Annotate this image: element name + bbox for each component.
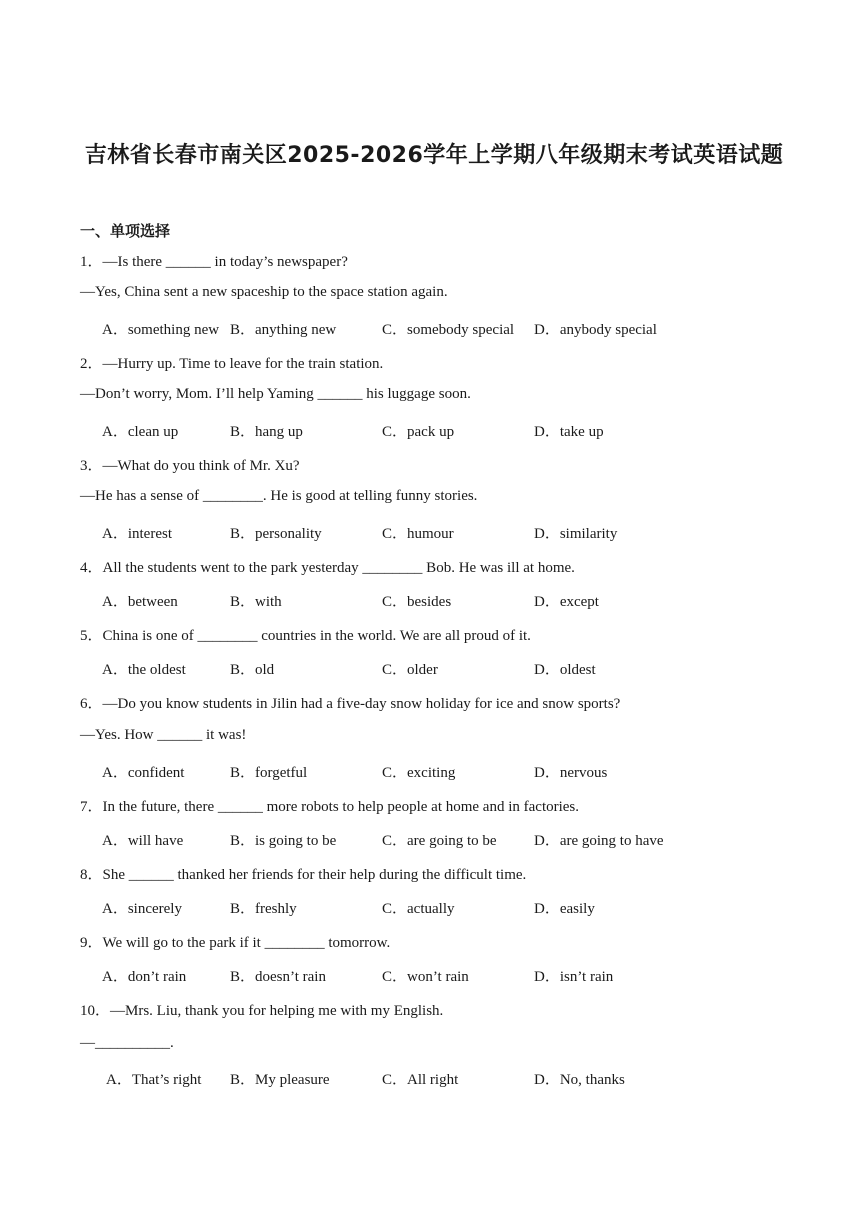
option-d[interactable]: D．No, thanks bbox=[534, 1072, 625, 1088]
option-c[interactable]: C．somebody special bbox=[382, 322, 515, 338]
option-c[interactable]: C．older bbox=[382, 662, 438, 678]
question-7-text: 7．In the future, there ______ more robots to help people at home and in factories. bbox=[80, 799, 580, 815]
question-5-text: 5．China is one of ________ countries in the world. We are all proud of it. bbox=[80, 628, 531, 644]
option-c[interactable]: C．are going to be bbox=[382, 833, 497, 849]
question-6-reply: —Yes. How ______ it was! bbox=[80, 727, 247, 743]
section-heading: 一、单项选择 bbox=[80, 222, 171, 240]
option-b[interactable]: B．doesn’t rain bbox=[230, 969, 326, 985]
option-b[interactable]: B．is going to be bbox=[230, 833, 337, 849]
option-b[interactable]: B．freshly bbox=[230, 901, 297, 917]
question-2-text: 2．—Hurry up. Time to leave for the train station. bbox=[80, 356, 384, 372]
option-a[interactable]: A．interest bbox=[102, 526, 172, 542]
question-10-text: 10．—Mrs. Liu, thank you for helping me with my English. bbox=[80, 1003, 444, 1019]
option-b[interactable]: B．anything new bbox=[230, 322, 337, 338]
option-a[interactable]: A．That’s right bbox=[106, 1072, 202, 1088]
option-a[interactable]: A．will have bbox=[102, 833, 184, 849]
option-d[interactable]: D．isn’t rain bbox=[534, 969, 614, 985]
question-1-reply: —Yes, China sent a new spaceship to the space station again. bbox=[80, 284, 448, 300]
option-b[interactable]: B．hang up bbox=[230, 424, 303, 440]
option-c[interactable]: C．pack up bbox=[382, 424, 455, 440]
option-a[interactable]: A．confident bbox=[102, 765, 185, 781]
question-8-text: 8．She ______ thanked her friends for their help during the difficult time. bbox=[80, 867, 527, 883]
option-b[interactable]: B．personality bbox=[230, 526, 322, 542]
option-a[interactable]: A．sincerely bbox=[102, 901, 182, 917]
question-10-reply: —__________. bbox=[80, 1035, 174, 1051]
question-3-text: 3．—What do you think of Mr. Xu? bbox=[80, 458, 300, 474]
question-1-text: 1．—Is there ______ in today’s newspaper? bbox=[80, 254, 348, 270]
question-4-text: 4．All the students went to the park yesterday ________ Bob. He was ill at home. bbox=[80, 560, 575, 576]
page-title: 吉林省长春市南关区2025-2026学年上学期八年级期末考试英语试题 bbox=[84, 143, 784, 168]
option-d[interactable]: D．except bbox=[534, 594, 599, 610]
question-6-text: 6．—Do you know students in Jilin had a five-day snow holiday for ice and snow sports? bbox=[80, 696, 621, 712]
question-3-reply: —He has a sense of ________. He is good at telling funny stories. bbox=[80, 488, 478, 504]
option-a[interactable]: A．the oldest bbox=[102, 662, 186, 678]
option-d[interactable]: D．oldest bbox=[534, 662, 596, 678]
option-d[interactable]: D．nervous bbox=[534, 765, 608, 781]
option-a[interactable]: A．clean up bbox=[102, 424, 179, 440]
option-a[interactable]: A．something new bbox=[102, 322, 220, 338]
option-b[interactable]: B．My pleasure bbox=[230, 1072, 330, 1088]
option-d[interactable]: D．are going to have bbox=[534, 833, 664, 849]
option-b[interactable]: B．with bbox=[230, 594, 282, 610]
option-b[interactable]: B．old bbox=[230, 662, 275, 678]
option-c[interactable]: C．won’t rain bbox=[382, 969, 469, 985]
option-c[interactable]: C．humour bbox=[382, 526, 454, 542]
option-a[interactable]: A．don’t rain bbox=[102, 969, 187, 985]
option-b[interactable]: B．forgetful bbox=[230, 765, 308, 781]
option-d[interactable]: D．similarity bbox=[534, 526, 618, 542]
option-d[interactable]: D．anybody special bbox=[534, 322, 657, 338]
option-c[interactable]: C．besides bbox=[382, 594, 452, 610]
option-d[interactable]: D．easily bbox=[534, 901, 595, 917]
question-2-reply: —Don’t worry, Mom. I’ll help Yaming ______ his luggage soon. bbox=[80, 386, 471, 402]
option-d[interactable]: D．take up bbox=[534, 424, 604, 440]
option-c[interactable]: C．exciting bbox=[382, 765, 456, 781]
option-c[interactable]: C．All right bbox=[382, 1072, 459, 1088]
option-a[interactable]: A．between bbox=[102, 594, 178, 610]
question-9-text: 9．We will go to the park if it ________ tomorrow. bbox=[80, 935, 391, 951]
option-c[interactable]: C．actually bbox=[382, 901, 455, 917]
